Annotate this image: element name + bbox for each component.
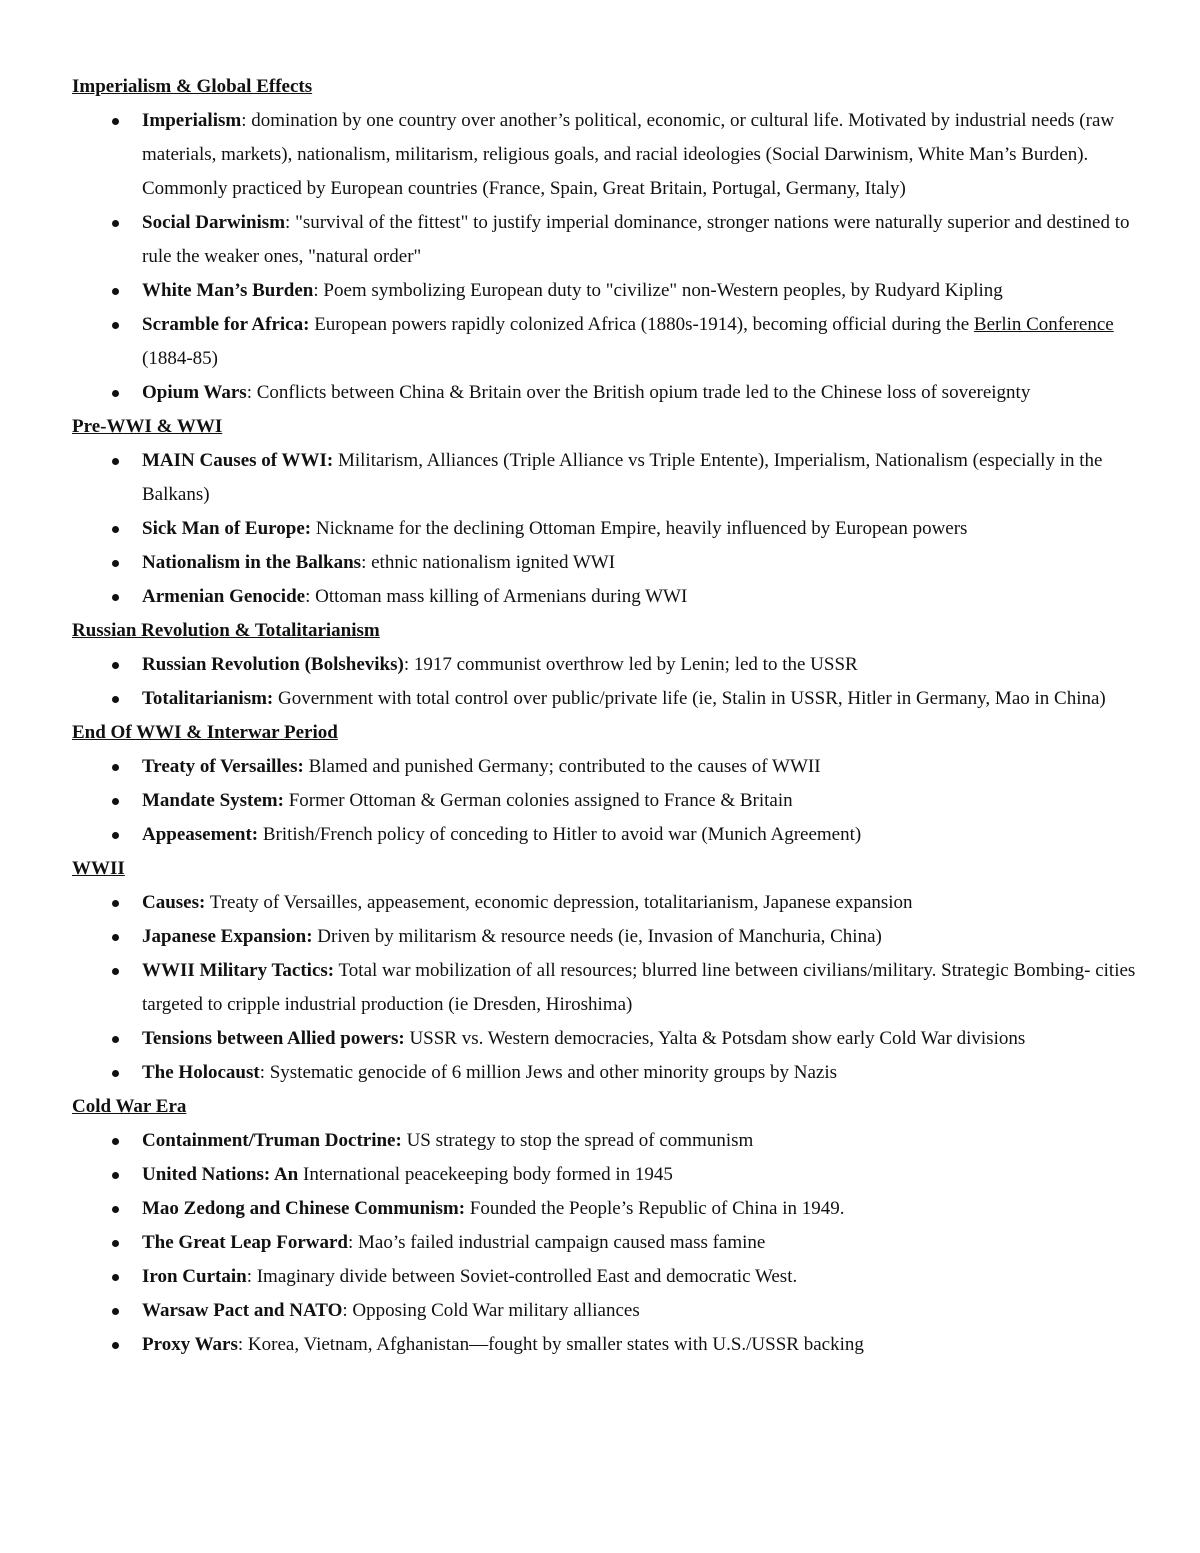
term-separator: : (305, 586, 311, 607)
bullet-icon (112, 832, 119, 839)
bullet-icon (112, 118, 119, 125)
definition-text-after: (1884-85) (142, 348, 218, 369)
list-item (142, 376, 1142, 410)
term-separator: : (246, 1266, 252, 1287)
term-label: MAIN Causes of WWI: (142, 450, 334, 471)
list-item (142, 580, 1142, 614)
bullet-icon (112, 1274, 119, 1281)
term-separator: : (237, 1334, 244, 1355)
list-item (142, 750, 1142, 784)
definition-text: Former Ottoman & German colonies assigned to France & Britain (283, 790, 793, 811)
bullet-icon (112, 526, 119, 533)
bullet-icon (112, 560, 119, 567)
bullet-list (72, 444, 1142, 614)
definition-text: Militarism, Alliances (Triple Alliance vs Triple Entente), Imperialism, Nationalism (especially in the Balkans) (142, 450, 1103, 505)
list-item (142, 1260, 1142, 1294)
bullet-icon (112, 934, 119, 941)
list-item (142, 818, 1142, 852)
bullet-icon (112, 968, 119, 975)
term-label: Tensions between Allied powers: (142, 1028, 405, 1049)
bullet-list (72, 648, 1142, 716)
definition-text: Driven by militarism & resource needs (ie, Invasion of Manchuria, China) (312, 926, 882, 947)
bullet-icon (112, 594, 119, 601)
section-heading: Cold War Era (72, 1096, 187, 1117)
term-separator: : (403, 654, 410, 675)
bullet-icon (112, 390, 119, 397)
bullet-icon (112, 1206, 119, 1213)
term-label: Armenian Genocide (142, 586, 306, 607)
term-label: Imperialism (142, 110, 242, 131)
section-heading: Imperialism & Global Effects (72, 76, 313, 97)
bullet-icon (112, 458, 119, 465)
section-heading: Pre-WWI & WWI (72, 416, 223, 437)
definition-text: Poem symbolizing European duty to "civilize" non-Western peoples, by Rudyard Kipling (318, 280, 1003, 301)
definition-text: Opposing Cold War military alliances (347, 1300, 640, 1321)
list-item (142, 308, 1142, 376)
list-item (142, 682, 1142, 716)
list-item (142, 104, 1142, 206)
section-heading: WWII (72, 858, 125, 879)
bullet-icon (112, 764, 119, 771)
bullet-icon (112, 1172, 119, 1179)
list-item (142, 512, 1142, 546)
term-label: The Holocaust (142, 1062, 260, 1083)
document-body (72, 70, 1142, 1362)
term-separator: : (361, 552, 367, 573)
bullet-icon (112, 1342, 119, 1349)
definition-text: Ottoman mass killing of Armenians during WWI (310, 586, 688, 607)
term-label: Iron Curtain (142, 1266, 247, 1287)
bullet-icon (112, 220, 119, 227)
term-label: Sick Man of Europe: (142, 518, 312, 539)
definition-text: Systematic genocide of 6 million Jews and other minority groups by Nazis (264, 1062, 837, 1083)
bullet-list (72, 104, 1142, 410)
bullet-icon (112, 696, 119, 703)
definition-text: ethnic nationalism ignited WWI (366, 552, 616, 573)
definition-text: USSR vs. Western democracies, Yalta & Potsdam show early Cold War divisions (404, 1028, 1026, 1049)
definition-text: Total war mobilization of all resources; blurred line between civilians/military. Strategic Bombing- cities targeted to cripple industrial production (ie Dresden, Hiroshima) (142, 960, 1136, 1015)
definition-text: Korea, Vietnam, Afghanistan—fought by smaller states with U.S./USSR backing (243, 1334, 864, 1355)
definition-text: US strategy to stop the spread of communism (401, 1130, 754, 1151)
term-separator: : (342, 1300, 348, 1321)
list-item (142, 1056, 1142, 1090)
section-heading: Russian Revolution & Totalitarianism (72, 620, 380, 641)
section-heading: End Of WWI & Interwar Period (72, 722, 338, 743)
definition-text: Treaty of Versailles, appeasement, economic depression, totalitarianism, Japanese expansion (205, 892, 913, 913)
term-label: Scramble for Africa: (142, 314, 310, 335)
list-item (142, 546, 1142, 580)
list-item (142, 1192, 1142, 1226)
bullet-list (72, 886, 1142, 1090)
list-item (142, 1022, 1142, 1056)
list-item (142, 784, 1142, 818)
term-separator: : (259, 1062, 265, 1083)
list-item (142, 444, 1142, 512)
bullet-icon (112, 1070, 119, 1077)
term-label: Mao Zedong and Chinese Communism: (142, 1198, 466, 1219)
list-item (142, 1158, 1142, 1192)
term-label: Proxy Wars (142, 1334, 238, 1355)
bullet-icon (112, 798, 119, 805)
definition-text: British/French policy of conceding to Hitler to avoid war (Munich Agreement) (258, 824, 862, 845)
definition-text: European powers rapidly colonized Africa (1880s-1914), becoming official during the (309, 314, 974, 335)
list-item (142, 1294, 1142, 1328)
list-item (142, 954, 1142, 1022)
list-item (142, 648, 1142, 682)
list-item (142, 1226, 1142, 1260)
term-label: WWII Military Tactics: (142, 960, 335, 981)
definition-text: Blamed and punished Germany; contributed to the causes of WWII (303, 756, 821, 777)
bullet-icon (112, 1308, 119, 1315)
bullet-icon (112, 662, 119, 669)
definition-text: Mao’s failed industrial campaign caused mass famine (353, 1232, 766, 1253)
bullet-icon (112, 1036, 119, 1043)
definition-text: Imaginary divide between Soviet-controlled East and democratic West. (251, 1266, 798, 1287)
definition-text: domination by one country over another’s political, economic, or cultural life. Motivated by industrial needs (raw materials, markets), nationalism, militarism, religious goals, and racial ideologies (Social Darwinism, White Man’s Burden). Commonly practiced by European countries (France, Spain, Great Britain, Portugal, Germany, Italy) (142, 110, 1115, 199)
list-item (142, 1328, 1142, 1362)
definition-text: Founded the People’s Republic of China in 1949. (465, 1198, 845, 1219)
bullet-icon (112, 322, 119, 329)
bullet-list (72, 750, 1142, 852)
bullet-icon (112, 900, 119, 907)
term-separator: : (241, 110, 247, 131)
bullet-list (72, 1124, 1142, 1362)
term-label: Appeasement: (142, 824, 259, 845)
term-label: Russian Revolution (Bolsheviks) (142, 654, 404, 675)
definition-text: 1917 communist overthrow led by Lenin; led to the USSR (409, 654, 858, 675)
term-label: Causes: (142, 892, 206, 913)
list-item (142, 886, 1142, 920)
term-separator: : (313, 280, 319, 301)
term-label: Totalitarianism: (142, 688, 274, 709)
definition-text: "survival of the fittest" to justify imperial dominance, stronger nations were naturally superior and destined to rule the weaker ones, "natural order" (142, 212, 1130, 267)
list-item (142, 274, 1142, 308)
definition-text: International peacekeeping body formed in 1945 (298, 1164, 673, 1185)
bullet-icon (112, 1138, 119, 1145)
term-label: United Nations: An (142, 1164, 299, 1185)
bullet-icon (112, 1240, 119, 1247)
term-label: Japanese Expansion: (142, 926, 313, 947)
term-label: Opium Wars (142, 382, 247, 403)
definition-text: Government with total control over public/private life (ie, Stalin in USSR, Hitler in Germany, Mao in China) (273, 688, 1106, 709)
term-label: White Man’s Burden (142, 280, 314, 301)
term-label: Mandate System: (142, 790, 284, 811)
term-label: The Great Leap Forward (142, 1232, 348, 1253)
term-separator: : (348, 1232, 354, 1253)
list-item (142, 206, 1142, 274)
list-item (142, 1124, 1142, 1158)
term-label: Treaty of Versailles: (142, 756, 304, 777)
term-label: Containment/Truman Doctrine: (142, 1130, 402, 1151)
term-label: Social Darwinism (142, 212, 286, 233)
term-label: Warsaw Pact and NATO (142, 1300, 343, 1321)
term-separator: : (246, 382, 252, 403)
list-item (142, 920, 1142, 954)
term-separator: : (285, 212, 291, 233)
term-label: Nationalism in the Balkans (142, 552, 362, 573)
definition-text: Nickname for the declining Ottoman Empire, heavily influenced by European powers (311, 518, 968, 539)
definition-text: Conflicts between China & Britain over the British opium trade led to the Chinese loss of sovereignty (252, 382, 1031, 403)
bullet-icon (112, 288, 119, 295)
underlined-link-text: Berlin Conference (973, 314, 1114, 335)
